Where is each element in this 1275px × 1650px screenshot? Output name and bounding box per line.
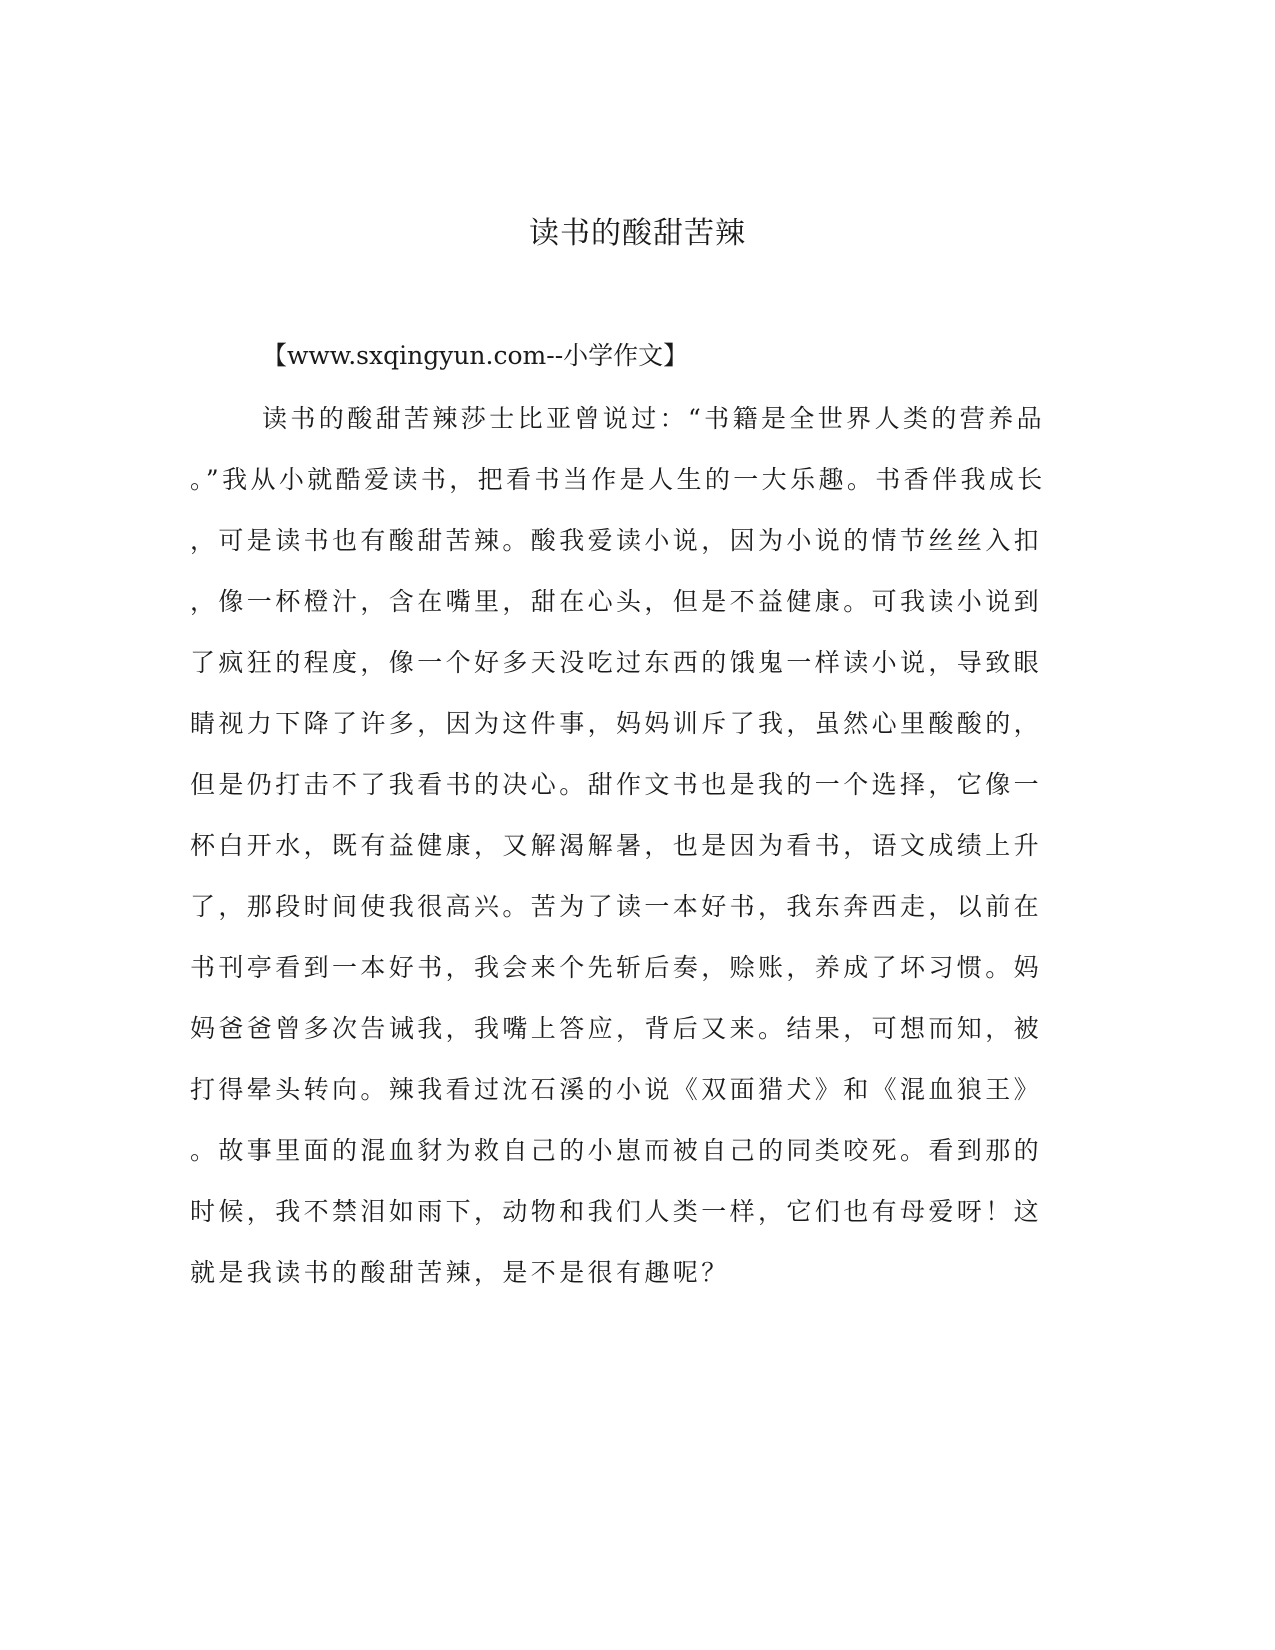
body-line: 。”我从小就酷爱读书，把看书当作是人生的一大乐趣。书香伴我成长: [190, 465, 1046, 494]
body-line: ，可是读书也有酸甜苦辣。酸我爱读小说，因为小说的情节丝丝入扣: [190, 526, 1043, 555]
body-line: 妈爸爸曾多次告诫我，我嘴上答应，背后又来。结果，可想而知，被: [190, 1014, 1043, 1043]
body-line: 了疯狂的程度，像一个好多天没吃过东西的饿鬼一样读小说，导致眼: [190, 648, 1043, 677]
body-line: 书刊亭看到一本好书，我会来个先斩后奏，赊账，养成了坏习惯。妈: [190, 953, 1043, 982]
body-line: ，像一杯橙汁，含在嘴里，甜在心头，但是不益健康。可我读小说到: [190, 587, 1043, 616]
source-line: 【www.sxqingyun.com--小学作文】: [262, 341, 689, 370]
body-line: 。故事里面的混血豺为救自己的小崽而被自己的同类咬死。看到那的: [190, 1136, 1043, 1165]
body-line: 杯白开水，既有益健康，又解渴解暑，也是因为看书，语文成绩上升: [190, 831, 1043, 860]
body-line: 时候，我不禁泪如雨下，动物和我们人类一样，它们也有母爱呀！这: [190, 1197, 1043, 1226]
body-line: 就是我读书的酸甜苦辣，是不是很有趣呢？: [190, 1258, 730, 1287]
body-line: 打得晕头转向。辣我看过沈石溪的小说《双面猎犬》和《混血狼王》: [190, 1075, 1043, 1104]
essay-body: [190, 388, 1070, 1303]
body-line: 读书的酸甜苦辣莎士比亚曾说过：“书籍是全世界人类的营养品: [262, 404, 1045, 433]
body-line: 睛视力下降了许多，因为这件事，妈妈训斥了我，虽然心里酸酸的，: [190, 709, 1043, 738]
body-line: 但是仍打击不了我看书的决心。甜作文书也是我的一个选择，它像一: [190, 770, 1043, 799]
body-line: 了，那段时间使我很高兴。苦为了读一本好书，我东奔西走，以前在: [190, 892, 1043, 921]
document-title: 读书的酸甜苦辣: [529, 216, 746, 251]
